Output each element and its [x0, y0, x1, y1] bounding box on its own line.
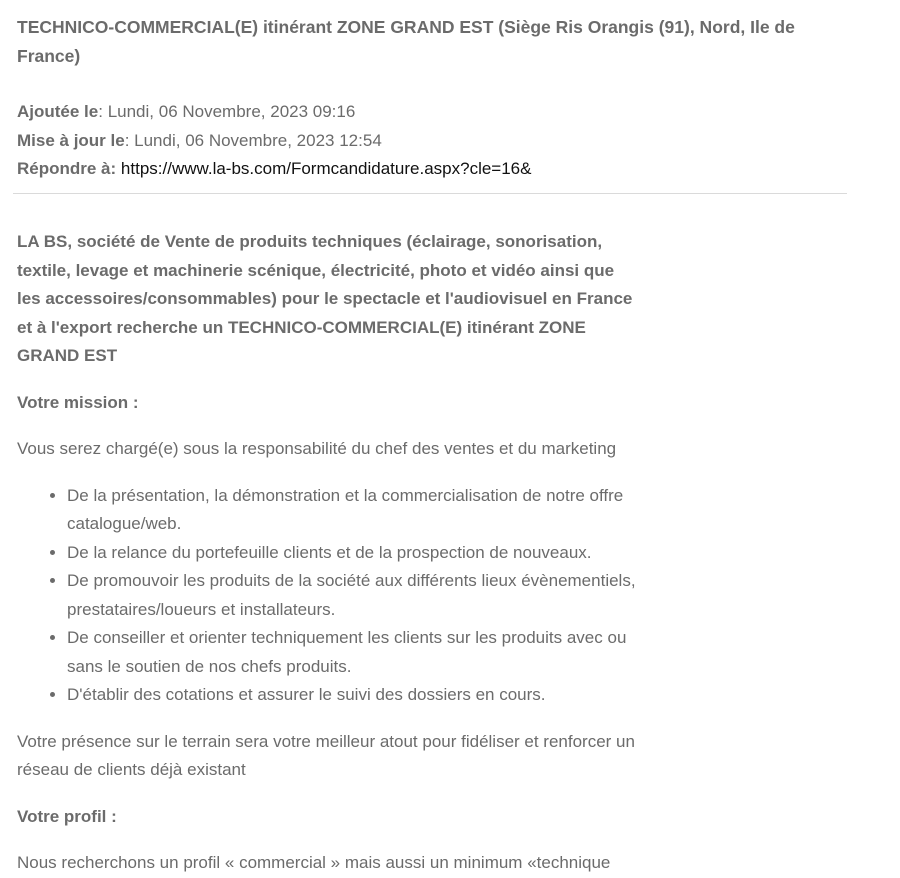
added-label: Ajoutée le [17, 102, 99, 121]
mission-text: Vous serez chargé(e) sous la responsabilité du chef des ventes et du marketing [17, 439, 617, 458]
posting-meta [17, 98, 531, 184]
list-item: • De promouvoir les produits de la société aux différents lieux évènementiels, prestataires/loueurs et installateurs. [67, 567, 642, 624]
added-value: : Lundi, 06 Novembre, 2023 09:16 [98, 102, 356, 121]
list-item: • De la relance du portefeuille clients et de la prospection de nouveaux. [67, 539, 642, 568]
updated-label: Mise à jour le [17, 130, 125, 150]
intro-paragraph: LA BS, société de Vente de produits techniques (éclairage, sonorisation, textile, levage et machinerie scénique, électricité, photo et vidéo ainsi que les accessoires/consommables) pour le spectacle et l'audiovisuel en France et à l'export recherche un TECHNICO-COMMERCIAL(E) itinérant ZONE GRAND EST [17, 232, 633, 365]
profile-text: Nous recherchons un profil « commercial » mais aussi un minimum «technique [17, 853, 611, 872]
reply-row [17, 155, 531, 184]
profile-heading: Votre profil : [17, 806, 117, 826]
mission-heading: Votre mission : [17, 392, 139, 412]
reply-label: Répondre à [17, 159, 111, 178]
list-item: • De conseiller et orienter techniquement les clients sur les produits avec ou sans le soutien de nos chefs produits. [67, 624, 642, 681]
mission-task-list [17, 482, 642, 710]
divider [13, 193, 847, 194]
posting-body [17, 228, 642, 878]
added-row [17, 98, 531, 127]
posting-title: TECHNICO-COMMERCIAL(E) itinérant ZONE GRAND EST (Siège Ris Orangis (91), Nord, Ile de France) [17, 17, 795, 66]
updated-row [17, 127, 531, 156]
reply-link[interactable]: https://www.la-bs.com/Formcandidature.aspx?cle=16& [120, 159, 532, 178]
reply-separator: : [110, 159, 121, 178]
presence-text: Votre présence sur le terrain sera votre meilleur atout pour fidéliser et renforcer un réseau de clients déjà existant [17, 731, 635, 779]
list-item: • De la présentation, la démonstration et la commercialisation de notre offre catalogue/web. [67, 482, 642, 539]
updated-value: : Lundi, 06 Novembre, 2023 12:54 [124, 130, 382, 150]
list-item: • D'établir des cotations et assurer le suivi des dossiers en cours. [67, 681, 642, 710]
